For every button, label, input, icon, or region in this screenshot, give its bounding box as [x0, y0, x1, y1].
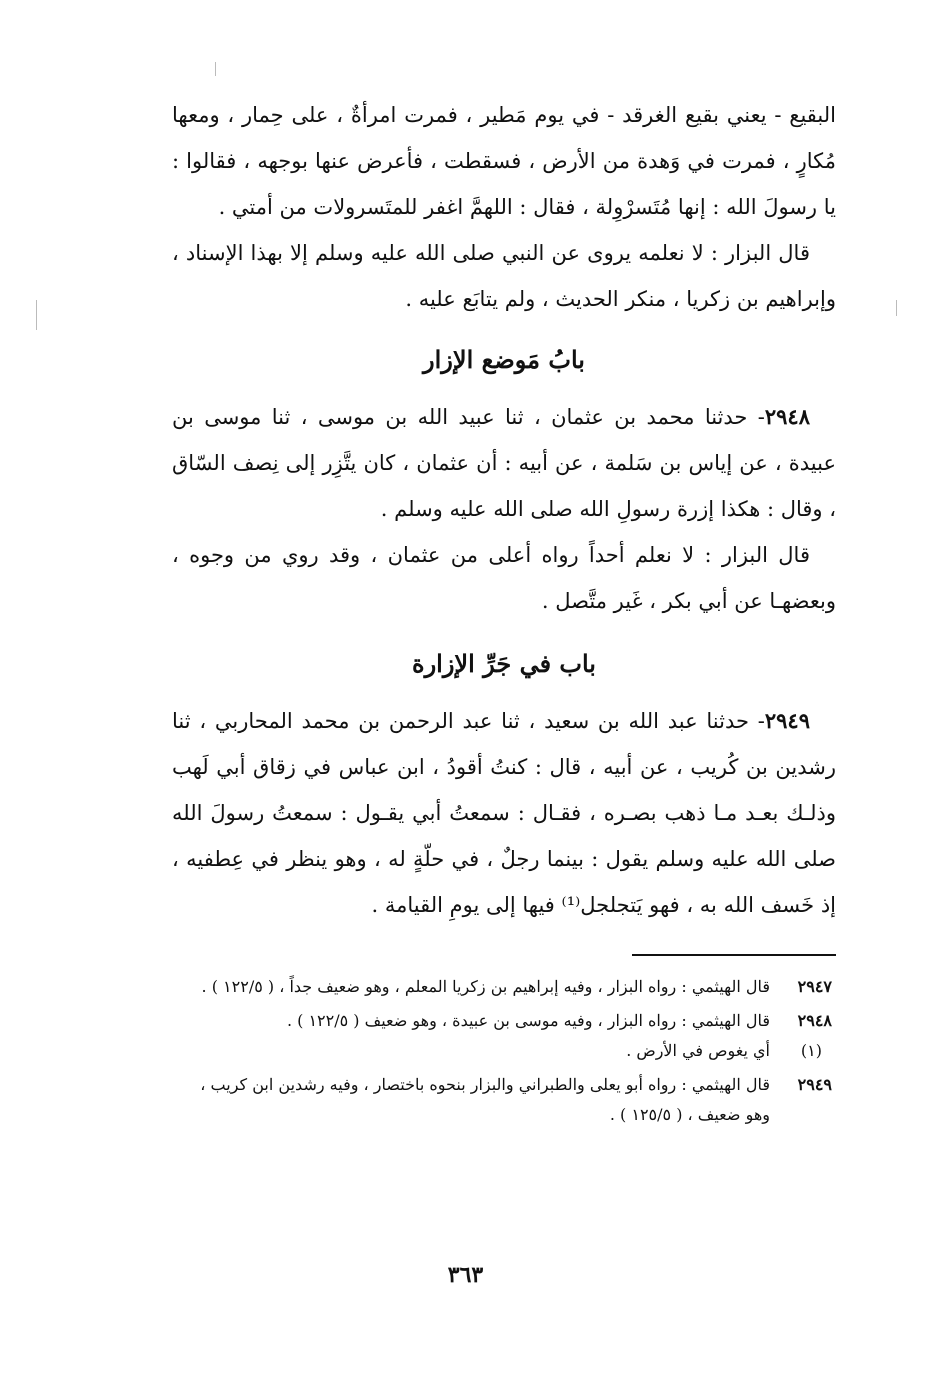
- hadith-number: ٢٩٤٨: [764, 404, 810, 429]
- footnote-number: ٢٩٤٧: [797, 977, 832, 996]
- footnote: [172, 1036, 836, 1066]
- footnote-separator: [632, 954, 836, 956]
- footnote-number: ٢٩٤٩: [797, 1075, 832, 1094]
- hadith-text: - حدثنا محمد بن عثمان ، ثنا عبيد الله بن موسى ، ثنا موسى بن عبيدة ، عن إياس بن سَلمة ، عن أبيه : أن عثمان ، كان يتَّزِر إلى نِصف السّاق ، وقال : هكذا إزرة رسولِ الله صلى الله عليه وسلم .: [172, 405, 836, 521]
- page-number: ٣٦٣: [447, 1262, 484, 1288]
- paragraph: البقيع - يعني بقيع الغرقد - في يوم مَطير ، فمرت امرأةٌ ، على حِمار ، ومعها مُكارٍ ، فمرت في وَهدة من الأرض ، فسقطت ، فأعرض عنها بوجهه ، فقالوا : يا رسولَ الله : إنها مُتَسرْوِلة ، فقال : اللهمَّ اغفر للمتَسرولات من أمتي .: [172, 103, 836, 219]
- footnote-text: أي يغوص في الأرض .: [626, 1041, 770, 1060]
- scan-mark: [215, 62, 216, 76]
- footnote-text: قال الهيثمي : رواه البزار ، وفيه إبراهيم بن زكريا المعلم ، وهو ضعيف جداً ، ( ١٢٢/٥ ) .: [201, 977, 770, 996]
- section-heading: باب في جَرِّ الإزارة: [412, 649, 596, 678]
- hadith-number: ٢٩٤٩: [764, 708, 810, 733]
- footnote-text: قال الهيثمي : رواه البزار ، وفيه موسى بن عبيدة ، وهو ضعيف ( ١٢٢/٥ ) .: [286, 1011, 770, 1030]
- footnote-number: (١): [800, 1041, 822, 1060]
- footnote-text: قال الهيثمي : رواه أبو يعلى والطبراني والبزار بنحوه باختصار ، وفيه رشدين ابن كريب ، وهو ضعيف ، ( ١٢٥/٥ ) .: [200, 1075, 770, 1124]
- paragraph: قال البزار : لا نعلم أحداً رواه أعلى من عثمان ، وقد روي من وجوه ، وبعضهـا عن أبي بكر ، غَير متَّصل .: [172, 543, 836, 613]
- footnote: [172, 1070, 836, 1130]
- page-content: [172, 92, 836, 1130]
- footnote: [172, 1006, 836, 1036]
- hadith-text: - حدثنا عبد الله بن سعيد ، ثنا عبد الرحمن بن محمد المحاربي ، ثنا رشدين بن كُريب ، عن أبيه ، قال : كنتُ أقودُ ، ابن عباس في زقاق أبي لَهب وذلـك بعـد مـا ذهب بصـره ، فقـال : سمعتُ أبي يقـول : سمعتُ رسولَ الله صلى الله عليه وسلم يقول : بينما رجلٌ ، في حلّةٍ له ، وهو ينظر في عِطفيه ، إذ خَسف الله به ، فهو يَتجلجل⁽¹⁾ فيها إلى يومِ القيامة .: [172, 709, 836, 917]
- paragraph: قال البزار : لا نعلمه يروى عن النبي صلى الله عليه وسلم إلا بهذا الإسناد ، وإبراهيم بن زكريا ، منكر الحديث ، ولم يتابَع عليه .: [172, 241, 836, 311]
- footnote: [172, 972, 836, 1002]
- section-heading: بابُ مَوضع الإزار: [423, 345, 585, 374]
- scan-mark: [36, 300, 37, 330]
- footnote-number: ٢٩٤٨: [797, 1011, 832, 1030]
- hadith-paragraph: [172, 698, 836, 928]
- hadith-paragraph: [172, 394, 836, 532]
- scan-mark: [896, 300, 897, 316]
